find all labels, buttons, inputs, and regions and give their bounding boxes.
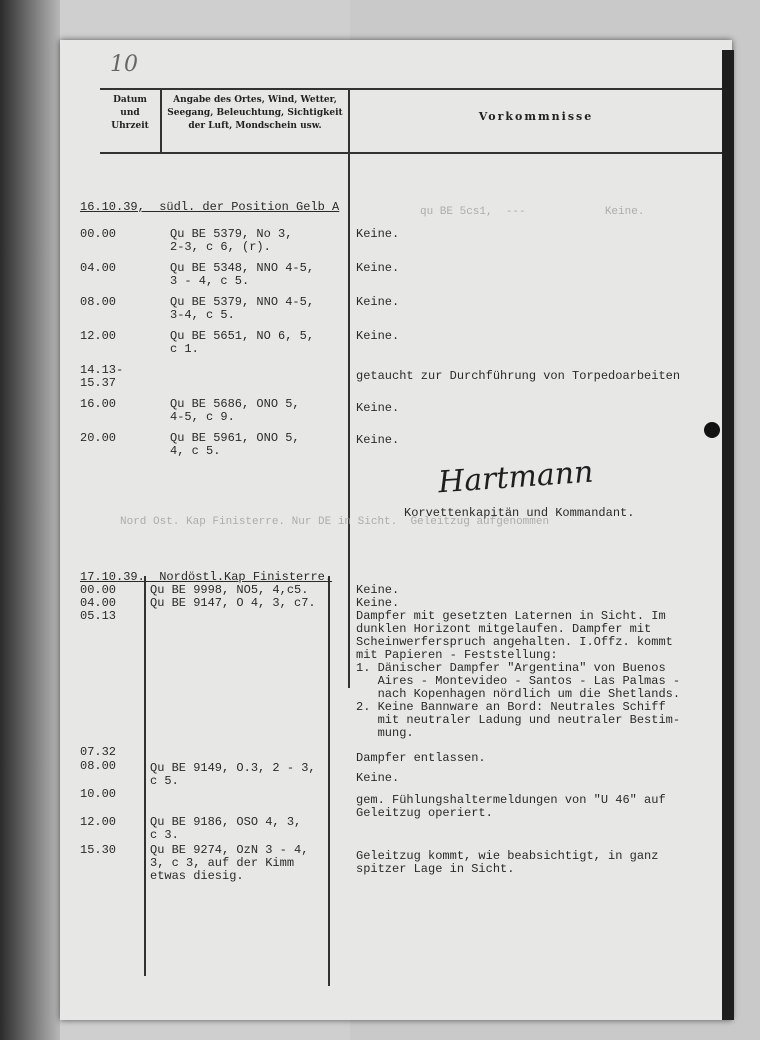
position-cell: Qu BE 5686, ONO 5, 4-5, c 9. <box>170 397 300 424</box>
time-cell: 00.00 <box>80 583 117 597</box>
position-cell: Qu BE 5379, NNO 4-5, 3-4, c 5. <box>170 295 315 322</box>
event-cell: Keine. <box>356 583 400 597</box>
position-cell: Qu BE 9147, O 4, 3, c7. <box>150 596 316 610</box>
bleed-through: qu BE 5cs1, --- Keine. <box>420 206 645 218</box>
time-cell: 20.00 <box>80 431 117 445</box>
position-cell: Qu BE 9274, OzN 3 - 4, 3, c 3, auf der Kimm etwas diesig. <box>150 843 309 883</box>
event-cell: getaucht zur Durchführung von Torpedoarbeiten <box>356 369 681 383</box>
event-cell: Dampfer mit gesetzten Laternen in Sicht. Im dunklen Horizont mitgelaufen. Dampfer mit Scheinwerferspruch angehalten. I.Offz. kommt mit Papieren - Feststellung: 1. Dänischer Dampfer "Argentina" von Buenos Aires - Montevideo - Santos - Las Palmas - nach Kopenhagen nördlich um die Shetlands. 2. Keine Bannware an Bord: Neutrales Schiff mit neutraler Ladung und neutraler Bestim- mung. <box>356 609 681 740</box>
binder-edge <box>722 50 734 1020</box>
event-cell: Keine. <box>356 227 400 241</box>
position-cell: Qu BE 5379, No 3, 2-3, c 6, (r). <box>170 227 293 254</box>
position-cell: Qu BE 5651, NO 6, 5, c 1. <box>170 329 315 356</box>
time-cell: 14.13- 15.37 <box>80 363 124 390</box>
event-cell: Keine. <box>356 295 400 309</box>
event-cell: Keine. <box>356 401 400 415</box>
position-cell: Qu BE 5961, ONO 5, 4, c 5. <box>170 431 300 458</box>
time-cell: 08.00 <box>80 759 117 773</box>
time-cell: 08.00 <box>80 295 117 309</box>
event-cell: Keine. <box>356 433 400 447</box>
time-cell: 04.00 <box>80 596 117 610</box>
position-cell: Qu BE 9149, O.3, 2 - 3, c 5. <box>150 761 316 788</box>
time-cell: 12.00 <box>80 329 117 343</box>
time-cell: 10.00 <box>80 787 117 801</box>
header-location-weather: Angabe des Ortes, Wind, Wetter, Seegang, Beleuchtung, Sichtigkeit der Luft, Mondschein usw. <box>167 95 343 131</box>
section-title-2: 17.10.39. Nordöstl.Kap Finisterre. <box>80 570 333 584</box>
event-cell: Keine. <box>356 329 400 343</box>
position-cell: Qu BE 5348, NNO 4-5, 3 - 4, c 5. <box>170 261 315 288</box>
bleed-through: Nord Ost. Kap Finisterre. Nur DE in Sicht. Geleitzug aufgenommen <box>120 516 550 528</box>
time-cell: 04.00 <box>80 261 117 275</box>
header-bottom-rule <box>100 152 722 154</box>
header-divider-1 <box>160 88 162 152</box>
event-cell: Keine. <box>356 771 400 785</box>
section-title-1: 16.10.39, südl. der Position Gelb A <box>80 200 340 214</box>
event-cell: Keine. <box>356 261 400 275</box>
signature-title: Korvettenkapitän und Kommandant. <box>404 506 635 520</box>
column-divider-2 <box>348 88 350 688</box>
log-page <box>60 40 732 1020</box>
time-cell: 12.00 <box>80 815 117 829</box>
position-cell: Qu BE 9998, NO5, 4,c5. <box>150 583 309 597</box>
event-cell: Geleitzug kommt, wie beabsichtigt, in ganz spitzer Lage in Sicht. <box>356 849 659 876</box>
header-events: Vorkommnisse <box>478 110 594 123</box>
punch-hole <box>704 422 720 438</box>
position-cell: Qu BE 9186, OSO 4, 3, c 3. <box>150 815 302 842</box>
event-cell: Keine. <box>356 596 400 610</box>
header-top-rule <box>100 88 722 90</box>
event-cell: gem. Fühlungshaltermeldungen von "U 46" auf Geleitzug operiert. <box>356 793 666 820</box>
time-cell: 00.00 <box>80 227 117 241</box>
event-cell: Dampfer entlassen. <box>356 751 486 765</box>
column-divider-1 <box>144 576 146 976</box>
time-cell: 15.30 <box>80 843 117 857</box>
page-number: 10 <box>110 52 138 77</box>
header-date-time: Datum und Uhrzeit <box>111 95 149 131</box>
time-cell: 07.32 <box>80 745 117 759</box>
commander-signature: Hartmann <box>436 454 595 501</box>
time-cell: 16.00 <box>80 397 117 411</box>
time-cell: 05.13 <box>80 609 117 623</box>
